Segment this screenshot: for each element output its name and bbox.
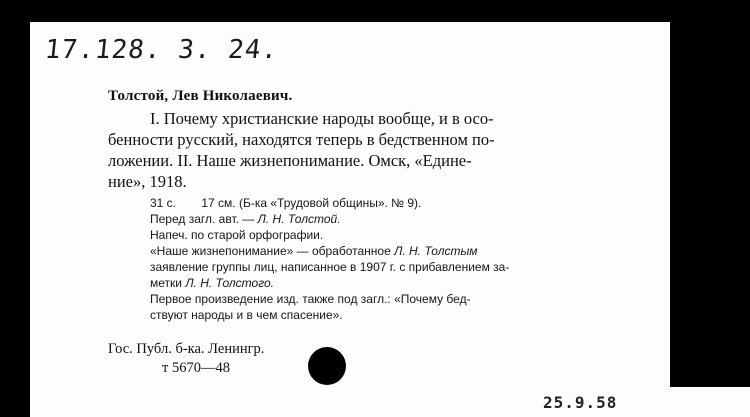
note-line: ствуют народы и в чем спасение».	[150, 308, 343, 322]
note-author-before-title: Перед загл. авт. — Л. Н. Толстой.	[150, 212, 341, 226]
title-block	[108, 108, 608, 192]
page-count: 31 с.	[150, 196, 177, 210]
collation-line	[150, 195, 605, 211]
library-name: Гос. Публ. б-ка. Ленингр.	[108, 341, 265, 357]
bibliographic-details	[150, 195, 605, 323]
date-stamp: 25.9.58	[543, 393, 618, 412]
shelfmark: 17.128. 3. 24.	[43, 35, 280, 65]
catalog-card	[30, 22, 670, 417]
card-size: 17 см.	[201, 196, 236, 210]
series-note: (Б-ка «Трудовой общины». № 9).	[238, 196, 422, 210]
note-line: заявление группы лиц, написанное в 1907 г. с прибавлением за-	[150, 260, 510, 274]
punch-hole	[308, 347, 346, 385]
library-code: т 5670—48	[162, 360, 230, 376]
note-line: Первое произведение изд. также под загл.: «Почему бед-	[150, 292, 471, 306]
library-block	[108, 340, 264, 378]
author-heading: Толстой, Лев Николаевич.	[108, 88, 293, 104]
title-line: ложении. II. Наше жизнепонимание. Омск, «Едине-	[108, 151, 472, 170]
card-edge-strip	[670, 387, 750, 417]
note-line: метки Л. Н. Толстого.	[150, 276, 274, 290]
title-line: ние», 1918.	[108, 172, 187, 191]
title-line: I. Почему христианские народы вообще, и в осо-	[150, 109, 494, 128]
note-line: «Наше жизнепонимание» — обработанное Л. Н. Толстым	[150, 244, 478, 258]
title-line: бенности русский, находятся теперь в бедственном по-	[108, 130, 495, 149]
note-orthography: Напеч. по старой орфографии.	[150, 228, 324, 242]
